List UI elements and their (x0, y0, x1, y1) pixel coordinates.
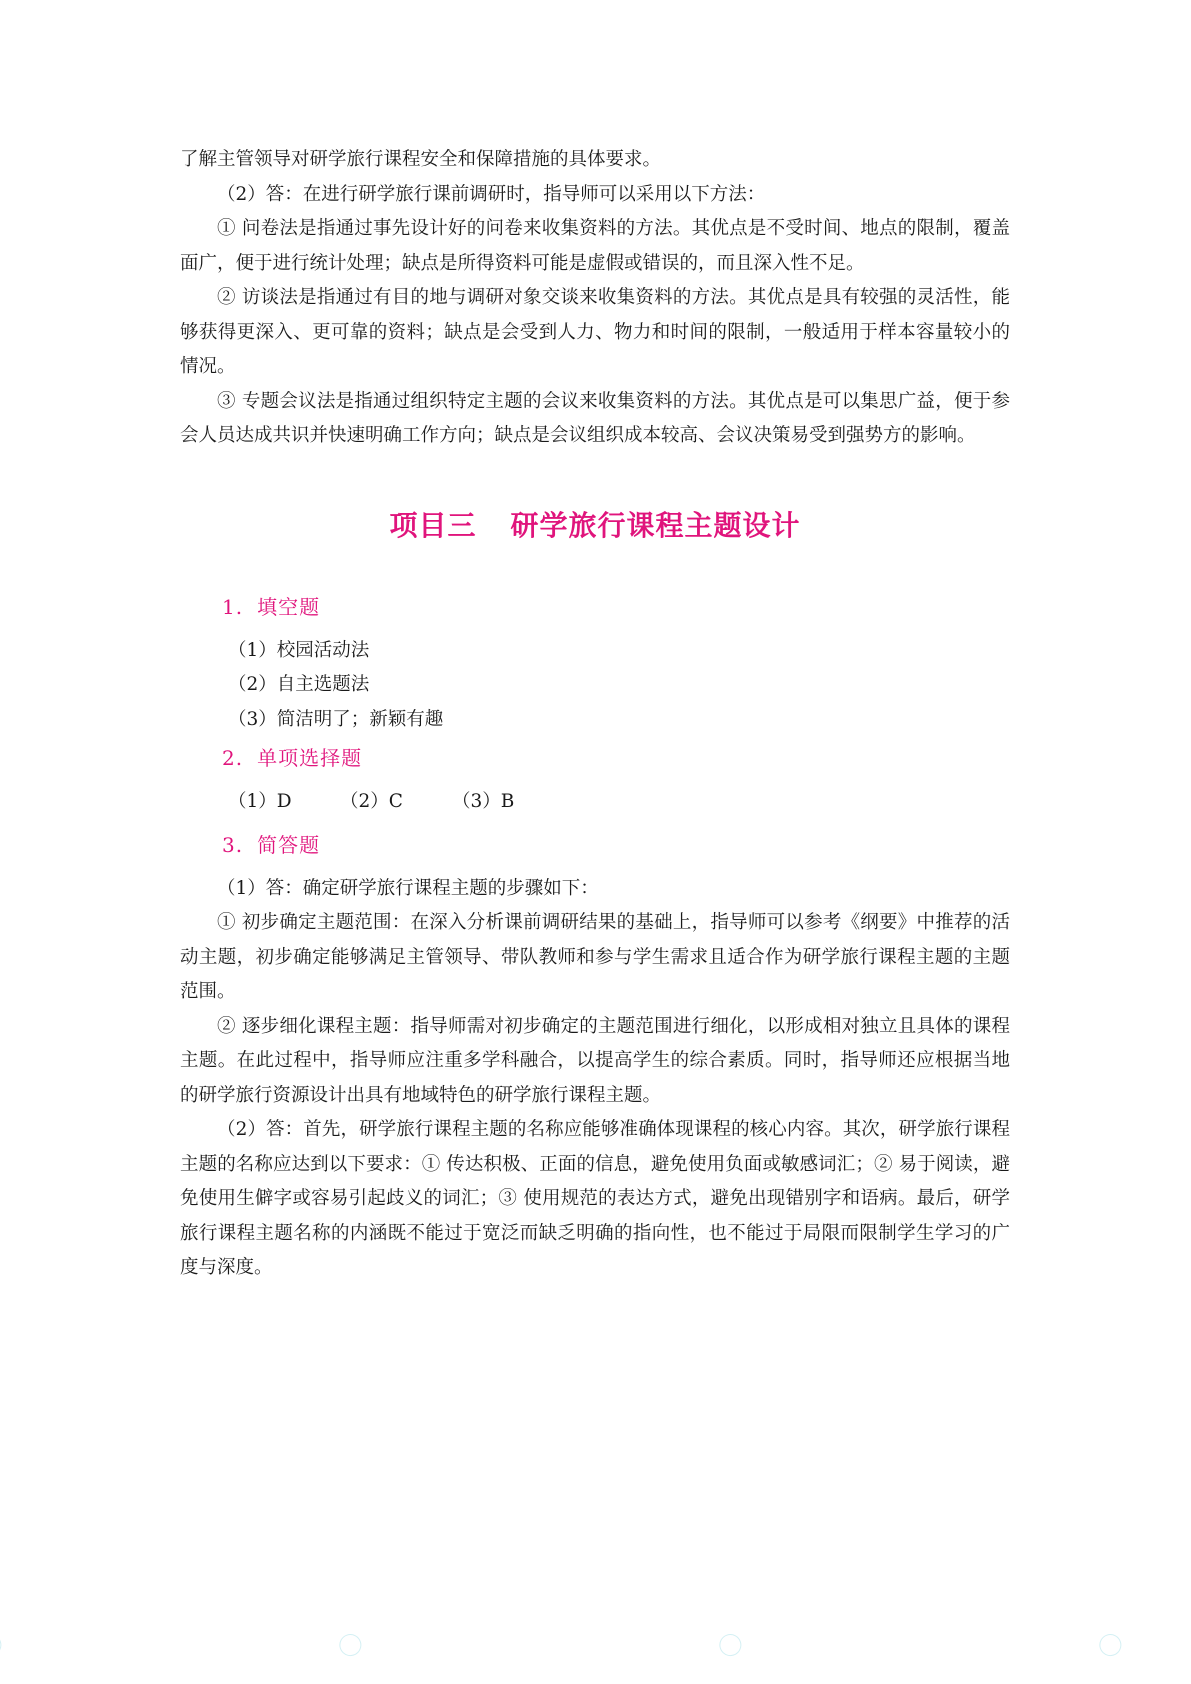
method-meeting: ③ 专题会议法是指通过组织特定主题的会议来收集资料的方法。其优点是可以集思广益，便于参会人员达成共识并快速明确工作方向；缺点是会议组织成本较高、会议决策易受到强势方的影响。 (180, 390, 1010, 446)
step-1: ① 初步确定主题范围：在深入分析课前调研结果的基础上，指导师可以参考《纲要》中推荐的活动主题，初步确定能够满足主管领导、带队教师和参与学生需求且适合作为研学旅行课程主题的主题范围。 (180, 912, 1010, 1002)
section-fill-blank (222, 592, 1010, 622)
document-page (180, 143, 1010, 1286)
project-name: 研学旅行课程主题设计 (510, 508, 801, 542)
fill-answer-2: （2）自主选题法 (228, 674, 370, 695)
fill-answer-3: （3）简洁明了；新颖有趣 (228, 708, 444, 730)
choice-answer-2: （2）C (340, 791, 403, 812)
step-2: ② 逐步细化课程主题：指导师需对初步确定的主题范围进行细化，以形成相对独立且具体的课程主题。在此过程中，指导师应注重多学科融合，以提高学生的综合素质。同时，指导师还应根据当地的研学旅行资源设计出具有地域特色的研学旅行课程主题。 (180, 1015, 1010, 1106)
section-short-answer (222, 830, 1010, 860)
section-number: 3. (222, 832, 244, 857)
watermark-logo: ​ (337, 1604, 454, 1676)
watermark-strip (0, 1610, 1191, 1684)
project-label: 项目三 (389, 508, 477, 542)
choice-answer-1: （1）D (228, 791, 292, 812)
section-title: 填空题 (257, 594, 321, 619)
watermark-logo (0, 1604, 93, 1676)
choice-answer-3: （3）B (452, 791, 515, 812)
short-answer-q2: （2）答：首先，研学旅行课程主题的名称应能够准确体现课程的核心内容。其次，研学旅行课程主题的名称应达到以下要求：① 传达积极、正面的信息，避免使用负面或敏感词汇；② 易于阅读，避免使用生僻字或容易引起歧义的词汇；③ 使用规范的表达方式，避免出现错别字和语病。最后，研学旅行课程主题名称的内涵既不能过于宽泛而缺乏明确的指向性，也不能过于局限而限制学生学习的广度与深度。 (180, 1119, 1010, 1278)
section-title: 单项选择题 (257, 746, 363, 770)
watermark-logo: ​ (1097, 1604, 1191, 1676)
answer-q2-intro: （2）答：在进行研学旅行课前调研时，指导师可以采用以下方法： (217, 183, 766, 205)
section-title: 简答题 (257, 832, 321, 857)
method-questionnaire: ① 问卷法是指通过事先设计好的问卷来收集资料的方法。其优点是不受时间、地点的限制，覆盖面广，便于进行统计处理；缺点是所得资料可能是虚假或错误的，而且深入性不足。 (180, 218, 1010, 274)
project-title (180, 506, 1010, 546)
short-answer-q1-intro: （1）答：确定研学旅行课程主题的步骤如下： (217, 877, 599, 899)
watermark-logo: ​ (717, 1604, 834, 1676)
section-number: 2. (222, 746, 244, 770)
method-interview: ② 访谈法是指通过有目的地与调研对象交谈来收集资料的方法。其优点是具有较强的灵活性，能够获得更深入、更可靠的资料；缺点是会受到人力、物力和时间的限制，一般适用于样本容量较小的情况。 (180, 287, 1010, 377)
section-number: 1. (222, 594, 244, 619)
fill-answer-1: （1）校园活动法 (228, 639, 370, 661)
paragraph-continuation: 了解主管领导对研学旅行课程安全和保障措施的具体要求。 (180, 149, 662, 170)
section-single-choice (222, 743, 1010, 773)
choice-answers (180, 785, 1010, 820)
